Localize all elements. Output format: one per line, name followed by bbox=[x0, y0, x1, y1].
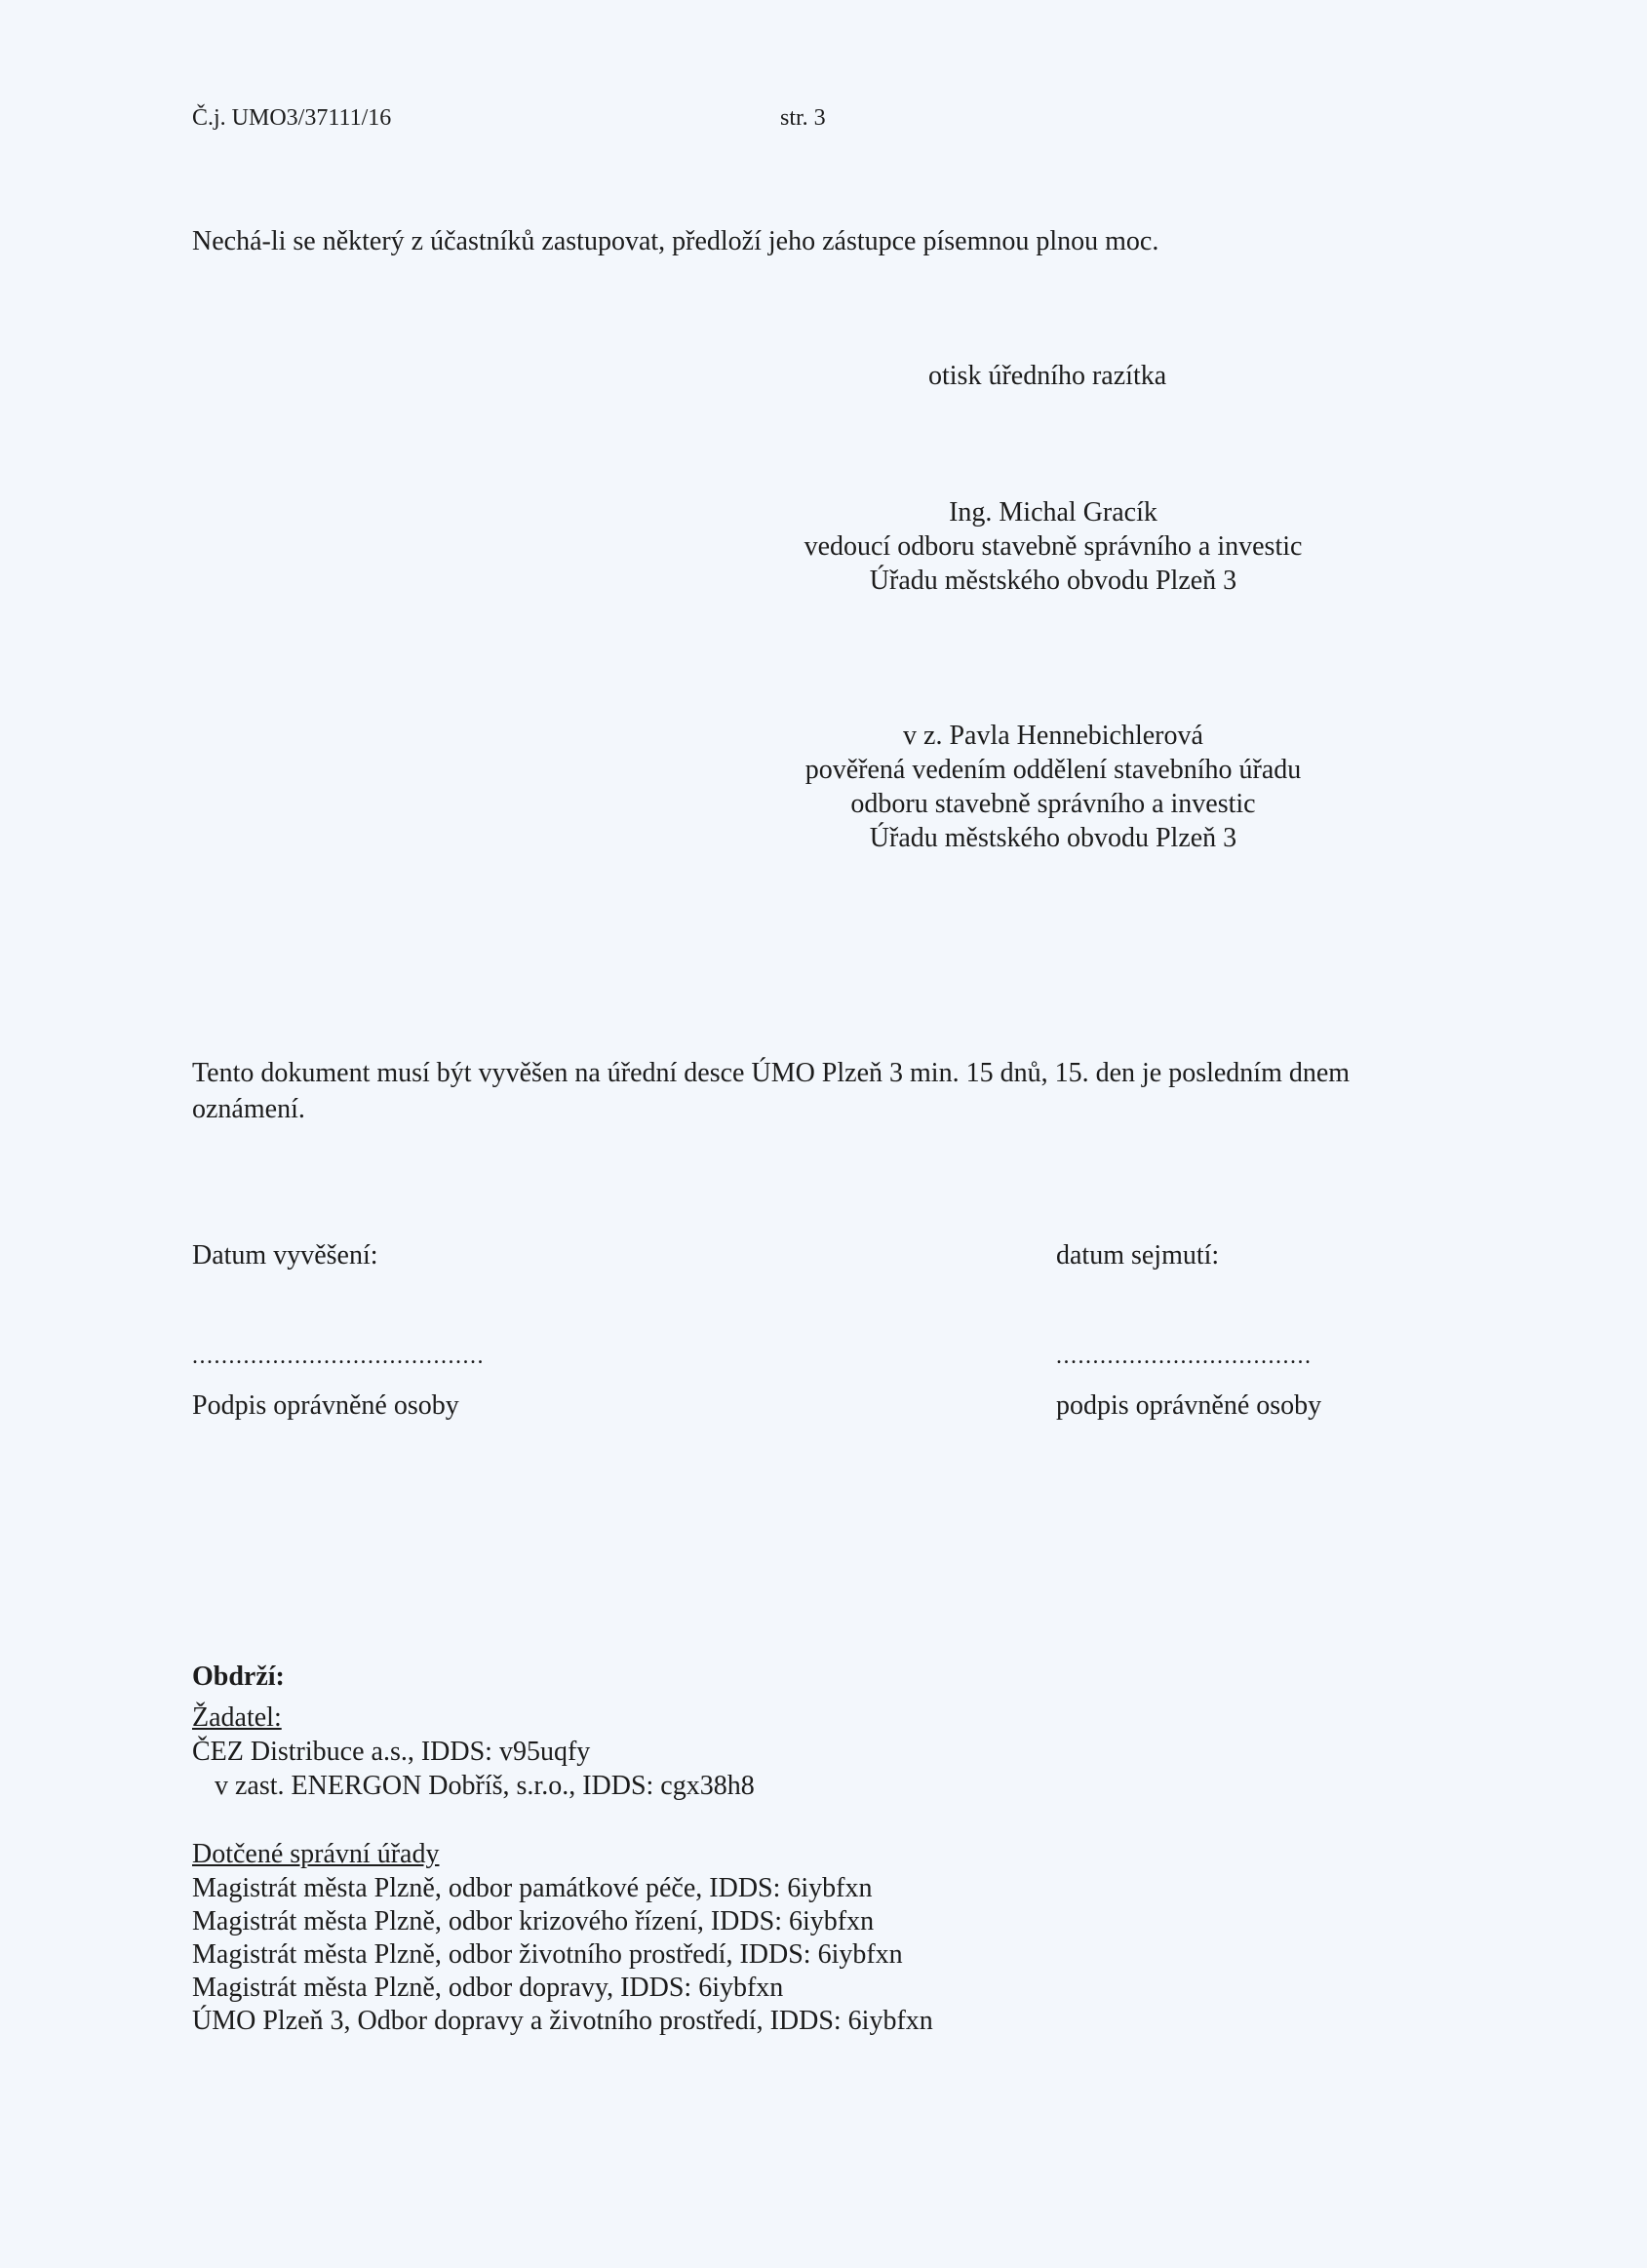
notice-line-2: oznámení. bbox=[192, 1094, 305, 1124]
applicant-line: ČEZ Distribuce a.s., IDDS: v95uqfy bbox=[192, 1737, 591, 1767]
authorities-label: Dotčené správní úřady bbox=[192, 1839, 440, 1869]
page-number: str. 3 bbox=[780, 105, 826, 131]
signatory-office: Úřadu městského obvodu Plzeň 3 bbox=[869, 566, 1237, 596]
applicant-label: Žadatel: bbox=[192, 1702, 282, 1733]
intro-text: Nechá-li se některý z účastníků zastupovat, předloží jeho zástupce písemnou plnou moc. bbox=[192, 226, 1159, 256]
deputy-office: Úřadu městského obvodu Plzeň 3 bbox=[869, 823, 1237, 853]
posting-signature-label: Podpis oprávněné osoby bbox=[192, 1390, 459, 1421]
posting-date-label: Datum vyvěšení: bbox=[192, 1240, 378, 1271]
signatory-block bbox=[683, 495, 1424, 598]
removal-date-label: datum sejmutí: bbox=[1056, 1240, 1220, 1271]
applicant-line: v zast. ENERGON Dobříš, s.r.o., IDDS: cgx38h8 bbox=[215, 1771, 755, 1801]
stamp-placeholder: otisk úředního razítka bbox=[928, 361, 1167, 391]
removal-signature-label: podpis oprávněné osoby bbox=[1056, 1390, 1322, 1421]
signatory-name: Ing. Michal Gracík bbox=[949, 497, 1157, 528]
deputy-role: pověřená vedením oddělení stavebního úřadu bbox=[804, 755, 1302, 785]
deputy-block bbox=[683, 719, 1424, 855]
authority-line: ÚMO Plzeň 3, Odbor dopravy a životního prostředí, IDDS: 6iybfxn bbox=[192, 2006, 933, 2036]
signatory-title: vedoucí odboru stavebně správního a investic bbox=[804, 531, 1303, 562]
authority-line: Magistrát města Plzně, odbor dopravy, IDDS: 6iybfxn bbox=[192, 1973, 784, 2003]
deputy-dept: odboru stavebně správního a investic bbox=[850, 789, 1256, 819]
recipients-heading: Obdrží: bbox=[192, 1662, 285, 1692]
notice-line-1: Tento dokument musí být vyvěšen na úřední desce ÚMO Plzeň 3 min. 15 dnů, 15. den je posledním dnem bbox=[192, 1058, 1351, 1088]
removal-signature-line: ................................... bbox=[1056, 1344, 1313, 1369]
authority-line: Magistrát města Plzně, odbor krizového řízení, IDDS: 6iybfxn bbox=[192, 1906, 875, 1936]
authority-line: Magistrát města Plzně, odbor životního prostředí, IDDS: 6iybfxn bbox=[192, 1939, 903, 1970]
deputy-name: v z. Pavla Hennebichlerová bbox=[903, 721, 1203, 751]
posting-signature-line: ........................................ bbox=[192, 1344, 485, 1369]
authority-line: Magistrát města Plzně, odbor památkové péče, IDDS: 6iybfxn bbox=[192, 1873, 873, 1903]
reference-number: Č.j. UMO3/37111/16 bbox=[192, 105, 392, 131]
